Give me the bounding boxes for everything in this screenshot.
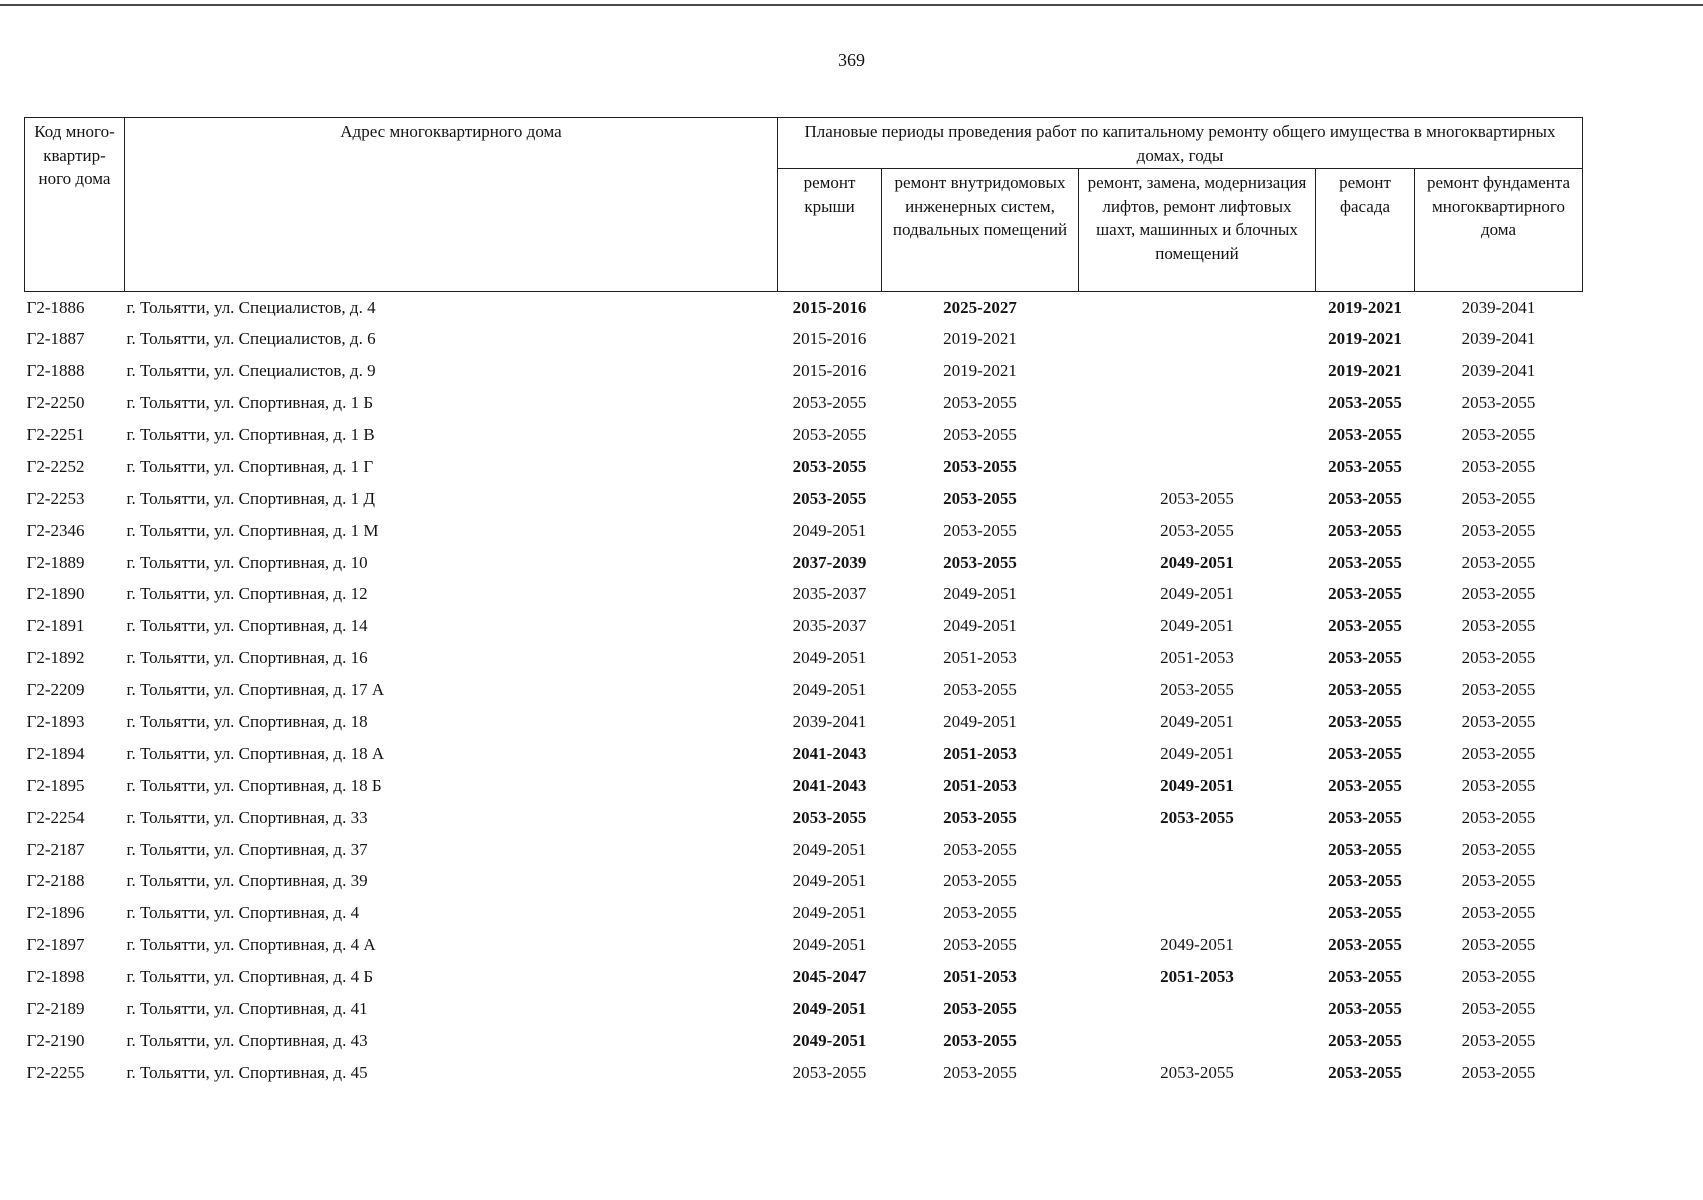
- engineering-cell: 2053-2055: [943, 1030, 1017, 1050]
- engineering-cell: 2053-2055: [943, 425, 1017, 444]
- table-row: [25, 929, 1583, 961]
- repair-schedule-table: [24, 117, 1583, 1089]
- table-row: [25, 451, 1583, 483]
- roof-cell: 2015-2016: [792, 361, 867, 381]
- engineering-cell: 2053-2055: [943, 393, 1017, 413]
- code-cell: Г2-2190: [26, 1030, 85, 1050]
- address-cell: г. Тольятти, ул. Спортивная, д. 18: [126, 712, 368, 732]
- address-cell: г. Тольятти, ул. Спортивная, д. 1 Д: [126, 488, 375, 508]
- engineering-cell: 2051-2053: [943, 775, 1017, 795]
- foundation-cell: 2053-2055: [1461, 967, 1536, 987]
- table-body: [25, 292, 1583, 1089]
- address-cell: г. Тольятти, ул. Спортивная, д. 12: [126, 584, 368, 604]
- table-row: [25, 706, 1583, 738]
- address-cell: г. Тольятти, ул. Спортивная, д. 33: [126, 807, 368, 827]
- code-cell: Г2-1891: [26, 616, 85, 636]
- table-row: [25, 993, 1583, 1025]
- engineering-cell: 2053-2055: [943, 935, 1017, 955]
- header-row-top: [25, 118, 1583, 169]
- facade-cell: 2053-2055: [1328, 871, 1402, 891]
- engineering-cell: 2049-2051: [943, 616, 1017, 636]
- header-elevator: ремонт, замена, модернизация лифтов, ремонт лифтовых шахт, машинных и блочных помещений: [1079, 169, 1316, 292]
- address-cell: г. Тольятти, ул. Спортивная, д. 43: [126, 1030, 368, 1050]
- header-planned-periods: Плановые периоды проведения работ по капитальному ремонту общего имущества в многоквартирных домах, годы: [778, 118, 1583, 169]
- code-cell: Г2-1890: [26, 584, 85, 604]
- engineering-cell: 2051-2053: [943, 648, 1017, 668]
- code-cell: Г2-2346: [26, 520, 85, 540]
- foundation-cell: 2053-2055: [1461, 425, 1536, 444]
- roof-cell: 2045-2047: [792, 967, 867, 987]
- code-cell: Г2-1897: [26, 935, 85, 955]
- table-header: [25, 118, 1583, 292]
- elevator-cell: 2049-2051: [1160, 743, 1234, 763]
- elevator-cell: 2049-2051: [1160, 584, 1234, 604]
- foundation-cell: 2053-2055: [1461, 680, 1536, 700]
- code-cell: Г2-1889: [26, 552, 85, 572]
- foundation-cell: 2053-2055: [1461, 616, 1536, 636]
- engineering-cell: 2049-2051: [943, 584, 1017, 604]
- elevator-cell: 2053-2055: [1160, 807, 1234, 827]
- table-row: [25, 355, 1583, 387]
- elevator-cell: [1079, 419, 1316, 451]
- engineering-cell: 2053-2055: [943, 520, 1017, 540]
- foundation-cell: 2039-2041: [1461, 329, 1536, 349]
- code-cell: Г2-1894: [26, 743, 85, 763]
- elevator-cell: [1079, 897, 1316, 929]
- address-cell: г. Тольятти, ул. Спортивная, д. 4: [126, 903, 360, 923]
- address-cell: г. Тольятти, ул. Спортивная, д. 41: [126, 999, 368, 1019]
- roof-cell: 2049-2051: [792, 680, 867, 700]
- code-cell: Г2-2187: [26, 839, 85, 859]
- address-cell: г. Тольятти, ул. Спортивная, д. 17 А: [126, 680, 385, 700]
- facade-cell: 2019-2021: [1328, 329, 1402, 349]
- engineering-cell: 2053-2055: [943, 871, 1017, 891]
- page-number: 369: [838, 50, 865, 70]
- elevator-cell: [1079, 292, 1316, 324]
- facade-cell: 2053-2055: [1328, 807, 1402, 827]
- roof-cell: 2049-2051: [792, 999, 867, 1019]
- roof-cell: 2035-2037: [792, 616, 867, 636]
- elevator-cell: 2053-2055: [1160, 520, 1234, 540]
- facade-cell: 2053-2055: [1328, 584, 1402, 604]
- address-cell: г. Тольятти, ул. Специалистов, д. 4: [126, 297, 376, 317]
- facade-cell: 2053-2055: [1328, 456, 1402, 476]
- foundation-cell: 2053-2055: [1461, 903, 1536, 923]
- foundation-cell: 2053-2055: [1461, 743, 1536, 763]
- foundation-cell: 2053-2055: [1461, 839, 1536, 859]
- foundation-cell: 2039-2041: [1461, 297, 1536, 317]
- code-cell: Г2-1887: [26, 329, 85, 349]
- foundation-cell: 2053-2055: [1461, 1062, 1536, 1082]
- code-cell: Г2-2189: [26, 999, 85, 1019]
- roof-cell: 2049-2051: [792, 1030, 867, 1050]
- foundation-cell: 2053-2055: [1461, 520, 1536, 540]
- table-row: [25, 323, 1583, 355]
- table-row: [25, 674, 1583, 706]
- facade-cell: 2019-2021: [1328, 361, 1402, 381]
- roof-cell: 2015-2016: [792, 297, 867, 317]
- engineering-cell: 2053-2055: [943, 839, 1017, 859]
- address-cell: г. Тольятти, ул. Спортивная, д. 1 Г: [126, 456, 374, 476]
- roof-cell: 2039-2041: [792, 712, 867, 732]
- elevator-cell: [1079, 993, 1316, 1025]
- table-row: [25, 579, 1583, 611]
- table-row: [25, 642, 1583, 674]
- elevator-cell: 2049-2051: [1160, 616, 1234, 636]
- facade-cell: 2053-2055: [1328, 393, 1402, 413]
- table-row: [25, 961, 1583, 993]
- roof-cell: 2049-2051: [792, 648, 867, 668]
- engineering-cell: 2053-2055: [943, 1062, 1017, 1082]
- code-cell: Г2-1893: [26, 712, 85, 732]
- address-cell: г. Тольятти, ул. Спортивная, д. 37: [126, 839, 368, 859]
- code-cell: Г2-1896: [26, 903, 85, 923]
- engineering-cell: 2053-2055: [943, 903, 1017, 923]
- elevator-cell: [1079, 866, 1316, 898]
- facade-cell: 2053-2055: [1328, 775, 1402, 795]
- foundation-cell: 2053-2055: [1461, 999, 1536, 1019]
- facade-cell: 2053-2055: [1328, 903, 1402, 923]
- foundation-cell: 2053-2055: [1461, 712, 1536, 732]
- roof-cell: 2053-2055: [792, 807, 867, 827]
- foundation-cell: 2053-2055: [1461, 393, 1536, 413]
- header-address: Адрес многоквартирного дома: [125, 118, 778, 292]
- page-top-rule: [0, 4, 1703, 6]
- header-facade: ремонт фасада: [1316, 169, 1415, 292]
- foundation-cell: 2053-2055: [1461, 648, 1536, 668]
- facade-cell: 2053-2055: [1328, 712, 1402, 732]
- roof-cell: 2053-2055: [792, 1062, 867, 1082]
- engineering-cell: 2051-2053: [943, 967, 1017, 987]
- facade-cell: 2053-2055: [1328, 552, 1402, 572]
- foundation-cell: 2053-2055: [1461, 584, 1536, 604]
- elevator-cell: 2053-2055: [1160, 488, 1234, 508]
- table-row: [25, 610, 1583, 642]
- roof-cell: 2053-2055: [792, 393, 867, 413]
- code-cell: Г2-2188: [26, 871, 85, 891]
- roof-cell: 2053-2055: [792, 456, 867, 476]
- roof-cell: 2049-2051: [792, 935, 867, 955]
- elevator-cell: 2051-2053: [1160, 648, 1234, 668]
- facade-cell: 2053-2055: [1328, 1030, 1402, 1050]
- roof-cell: 2049-2051: [792, 903, 867, 923]
- table-row: [25, 738, 1583, 770]
- header-foundation: ремонт фундамента многоквартирного дома: [1415, 169, 1583, 292]
- code-cell: Г2-2209: [26, 680, 85, 700]
- address-cell: г. Тольятти, ул. Спортивная, д. 45: [126, 1062, 368, 1082]
- code-cell: Г2-2252: [26, 456, 85, 476]
- elevator-cell: 2053-2055: [1160, 680, 1234, 700]
- table-row: [25, 387, 1583, 419]
- roof-cell: 2053-2055: [792, 488, 867, 508]
- elevator-cell: [1079, 451, 1316, 483]
- address-cell: г. Тольятти, ул. Специалистов, д. 9: [126, 361, 376, 381]
- address-cell: г. Тольятти, ул. Спортивная, д. 1 Б: [126, 393, 374, 413]
- address-cell: г. Тольятти, ул. Спортивная, д. 4 Б: [126, 967, 374, 987]
- code-cell: Г2-1886: [26, 297, 85, 317]
- address-cell: г. Тольятти, ул. Спортивная, д. 16: [126, 648, 368, 668]
- header-engineering: ремонт внутридомовых инженерных систем, подвальных помещений: [882, 169, 1079, 292]
- code-cell: Г2-1892: [26, 648, 85, 668]
- elevator-cell: [1079, 834, 1316, 866]
- engineering-cell: 2051-2053: [943, 743, 1017, 763]
- facade-cell: 2053-2055: [1328, 488, 1402, 508]
- roof-cell: 2049-2051: [792, 520, 867, 540]
- roof-cell: 2035-2037: [792, 584, 867, 604]
- address-cell: г. Тольятти, ул. Специалистов, д. 6: [126, 329, 376, 349]
- address-cell: г. Тольятти, ул. Спортивная, д. 18 Б: [126, 775, 382, 795]
- facade-cell: 2053-2055: [1328, 1062, 1402, 1082]
- roof-cell: 2015-2016: [792, 329, 867, 349]
- code-cell: Г2-1895: [26, 775, 85, 795]
- elevator-cell: [1079, 355, 1316, 387]
- table-row: [25, 547, 1583, 579]
- roof-cell: 2041-2043: [792, 775, 867, 795]
- address-cell: г. Тольятти, ул. Спортивная, д. 39: [126, 871, 368, 891]
- table-row: [25, 483, 1583, 515]
- header-roof: ремонт крыши: [778, 169, 882, 292]
- table-row: [25, 866, 1583, 898]
- facade-cell: 2053-2055: [1328, 680, 1402, 700]
- code-cell: Г2-2254: [26, 807, 85, 827]
- engineering-cell: 2049-2051: [943, 712, 1017, 732]
- facade-cell: 2053-2055: [1328, 616, 1402, 636]
- elevator-cell: [1079, 323, 1316, 355]
- facade-cell: 2053-2055: [1328, 839, 1402, 859]
- foundation-cell: 2053-2055: [1461, 1030, 1536, 1050]
- engineering-cell: 2019-2021: [943, 361, 1017, 381]
- foundation-cell: 2053-2055: [1461, 935, 1536, 955]
- table-row: [25, 419, 1583, 451]
- engineering-cell: 2053-2055: [943, 456, 1017, 476]
- elevator-cell: 2049-2051: [1160, 552, 1234, 572]
- foundation-cell: 2039-2041: [1461, 361, 1536, 381]
- facade-cell: 2053-2055: [1328, 425, 1402, 444]
- foundation-cell: 2053-2055: [1461, 775, 1536, 795]
- table-row: [25, 897, 1583, 929]
- table-row: [25, 834, 1583, 866]
- foundation-cell: 2053-2055: [1461, 456, 1536, 476]
- table-row: [25, 802, 1583, 834]
- facade-cell: 2053-2055: [1328, 743, 1402, 763]
- engineering-cell: 2053-2055: [943, 488, 1017, 508]
- elevator-cell: 2049-2051: [1160, 775, 1234, 795]
- engineering-cell: 2053-2055: [943, 999, 1017, 1019]
- address-cell: г. Тольятти, ул. Спортивная, д. 18 А: [126, 743, 385, 763]
- elevator-cell: 2053-2055: [1160, 1062, 1234, 1082]
- code-cell: Г2-2253: [26, 488, 85, 508]
- facade-cell: 2053-2055: [1328, 967, 1402, 987]
- foundation-cell: 2053-2055: [1461, 488, 1536, 508]
- address-cell: г. Тольятти, ул. Спортивная, д. 4 А: [126, 935, 376, 955]
- code-cell: Г2-2251: [26, 425, 85, 444]
- facade-cell: 2053-2055: [1328, 999, 1402, 1019]
- elevator-cell: 2051-2053: [1160, 967, 1234, 987]
- header-code: Код много-квартир-ного дома: [25, 118, 125, 292]
- roof-cell: 2053-2055: [792, 425, 867, 444]
- table-row: [25, 515, 1583, 547]
- facade-cell: 2053-2055: [1328, 935, 1402, 955]
- code-cell: Г2-2250: [26, 393, 85, 413]
- foundation-cell: 2053-2055: [1461, 552, 1536, 572]
- table-row: [25, 1025, 1583, 1057]
- facade-cell: 2053-2055: [1328, 648, 1402, 668]
- roof-cell: 2049-2051: [792, 839, 867, 859]
- code-cell: Г2-1888: [26, 361, 85, 381]
- code-cell: Г2-2255: [26, 1062, 85, 1082]
- roof-cell: 2049-2051: [792, 871, 867, 891]
- table-row: [25, 1057, 1583, 1089]
- engineering-cell: 2025-2027: [943, 297, 1017, 317]
- facade-cell: 2019-2021: [1328, 297, 1402, 317]
- elevator-cell: 2049-2051: [1160, 712, 1234, 732]
- engineering-cell: 2053-2055: [943, 552, 1017, 572]
- roof-cell: 2041-2043: [792, 743, 867, 763]
- address-cell: г. Тольятти, ул. Спортивная, д. 1 В: [126, 425, 375, 444]
- address-cell: г. Тольятти, ул. Спортивная, д. 10: [126, 552, 368, 572]
- elevator-cell: 2049-2051: [1160, 935, 1234, 955]
- foundation-cell: 2053-2055: [1461, 807, 1536, 827]
- facade-cell: 2053-2055: [1328, 520, 1402, 540]
- foundation-cell: 2053-2055: [1461, 871, 1536, 891]
- code-cell: Г2-1898: [26, 967, 85, 987]
- table-row: [25, 770, 1583, 802]
- roof-cell: 2037-2039: [792, 552, 867, 572]
- address-cell: г. Тольятти, ул. Спортивная, д. 1 М: [126, 520, 379, 540]
- address-cell: г. Тольятти, ул. Спортивная, д. 14: [126, 616, 368, 636]
- table-row: [25, 292, 1583, 324]
- engineering-cell: 2053-2055: [943, 807, 1017, 827]
- elevator-cell: [1079, 1025, 1316, 1057]
- engineering-cell: 2019-2021: [943, 329, 1017, 349]
- elevator-cell: [1079, 387, 1316, 419]
- engineering-cell: 2053-2055: [943, 680, 1017, 700]
